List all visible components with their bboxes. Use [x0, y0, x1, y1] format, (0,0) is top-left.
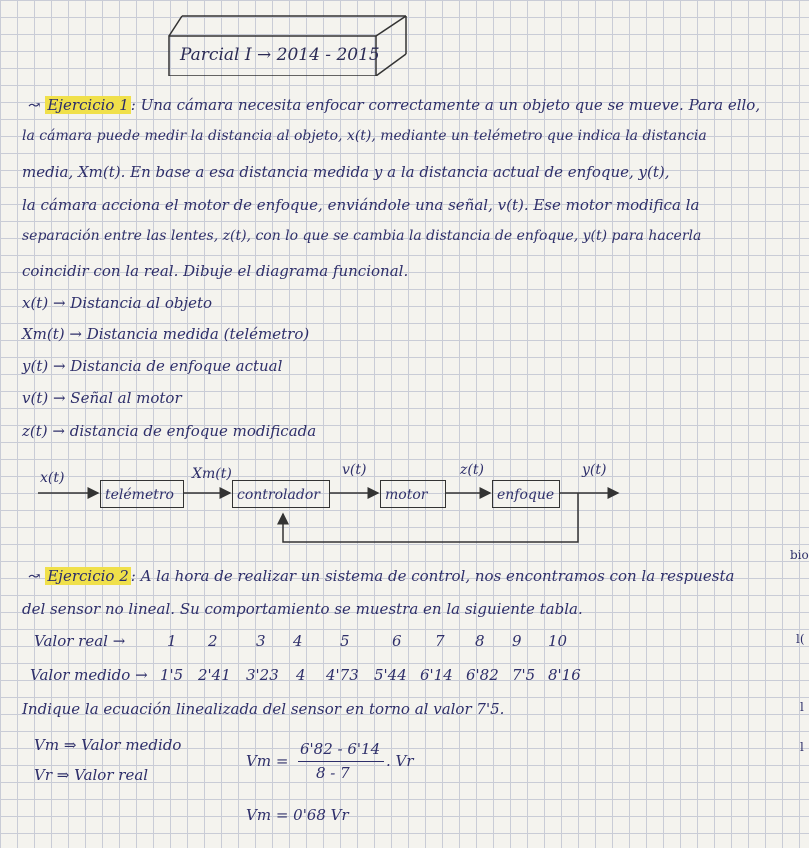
equation-lhs: Vm =	[246, 752, 289, 770]
row-label: Valor real →	[34, 632, 126, 650]
definition-item: Xm(t) → Distancia medida (telémetro)	[22, 325, 310, 343]
table-cell: 5	[340, 632, 350, 650]
table-cell: 9	[512, 632, 522, 650]
page-title: Parcial I → 2014 - 2015	[180, 45, 380, 65]
ex1-line: separación entre las lentes, z(t), con lo que se cambia la distancia de enfoque, y(t) para hacerla	[22, 228, 702, 244]
block-motor: motor	[380, 480, 446, 508]
ex2-first-line	[28, 567, 734, 585]
table-cell: 3	[256, 632, 266, 650]
signal-label-y: y(t)	[582, 462, 607, 478]
table-cell: 2	[208, 632, 218, 650]
definition-item: Vm ⇒ Valor medido	[34, 736, 182, 754]
definition-item: z(t) → distancia de enfoque modificada	[22, 422, 317, 440]
table-cell: 4	[296, 666, 306, 684]
table-cell: 3'23	[246, 666, 279, 684]
table-cell: 6'82	[466, 666, 499, 684]
edge-mark: l	[800, 740, 804, 754]
arrow-icon: ↝	[28, 567, 41, 585]
fraction-bar	[298, 761, 384, 762]
edge-mark: l(	[796, 632, 805, 646]
table-cell: 2'41	[198, 666, 231, 684]
definition-item: Vr ⇒ Valor real	[34, 766, 149, 784]
table-cell: 6'14	[420, 666, 453, 684]
ex2-line: del sensor no lineal. Su comportamiento se muestra en la siguiente tabla.	[22, 600, 583, 618]
definition-item: v(t) → Señal al motor	[22, 389, 182, 407]
block-controlador: controlador	[232, 480, 330, 508]
row-label: Valor medido →	[30, 666, 148, 684]
table-cell: 1	[167, 632, 177, 650]
table-cell: 6	[392, 632, 402, 650]
signal-label-v: v(t)	[342, 462, 367, 478]
ex1-line: coincidir con la real. Dibuje el diagrama funcional.	[22, 262, 409, 280]
table-cell: 8	[475, 632, 485, 650]
definition-item: y(t) → Distancia de enfoque actual	[22, 357, 283, 375]
arrow-icon: ↝	[28, 96, 41, 114]
signal-label-xm: Xm(t)	[192, 466, 232, 482]
equation-numerator: 6'82 - 6'14	[300, 740, 381, 758]
table-cell: 7	[435, 632, 445, 650]
ex2-label: Ejercicio 2	[47, 567, 129, 585]
ex2-line: : A la hora de realizar un sistema de control, nos encontramos con la respuesta	[130, 567, 735, 585]
table-cell: 10	[548, 632, 568, 650]
signal-label-z: z(t)	[460, 462, 484, 478]
ex1-label: Ejercicio 1	[47, 96, 129, 114]
equation-tail: . Vr	[386, 752, 414, 770]
block-telemetro: telémetro	[100, 480, 184, 508]
edge-mark: l	[800, 700, 804, 714]
ex1-line: media, Xm(t). En base a esa distancia medida y a la distancia actual de enfoque, y(t),	[22, 163, 670, 181]
table-cell: 5'44	[374, 666, 407, 684]
signal-label-x: x(t)	[40, 470, 65, 486]
table-cell: 8'16	[548, 666, 581, 684]
block-enfoque: enfoque	[492, 480, 560, 508]
table-cell: 7'5	[512, 666, 536, 684]
ex1-line: la cámara puede medir la distancia al objeto, x(t), mediante un telémetro que indica la distancia	[22, 128, 707, 144]
table-cell: 1'5	[160, 666, 184, 684]
equation-denominator: 8 - 7	[316, 764, 350, 782]
equation-result: Vm = 0'68 Vr	[246, 806, 349, 824]
table-cell: 4	[293, 632, 303, 650]
ex1-line: : Una cámara necesita enfocar correctamente a un objeto que se mueve. Para ello,	[130, 96, 761, 114]
table-cell: 4'73	[326, 666, 359, 684]
ex1-line: la cámara acciona el motor de enfoque, enviándole una señal, v(t). Ese motor modifica la	[22, 196, 700, 214]
definition-item: x(t) → Distancia al objeto	[22, 294, 213, 312]
question-text: Indique la ecuación linealizada del sensor en torno al valor 7'5.	[22, 700, 505, 718]
edge-mark: bio	[790, 548, 809, 562]
